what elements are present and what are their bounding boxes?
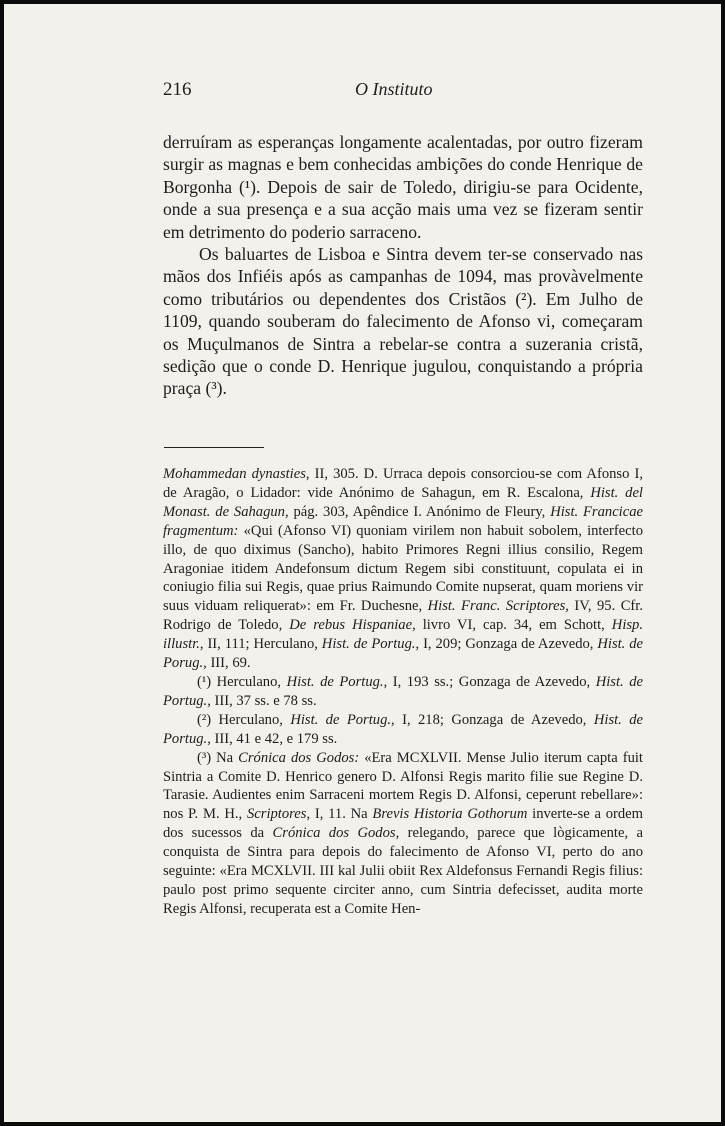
fn3-t1: (³) Na (197, 749, 239, 766)
fn2-t2: Hist. de Portug. (290, 711, 392, 728)
page-number: 216 (163, 79, 192, 100)
book-page (4, 4, 721, 1122)
fn3-t5: , I, 11. Na (306, 806, 373, 823)
fn3-t3: «Era MCXLVII. Mense Julio iterum capta fuit Sintria a Comite D. Henrico genero D. Alfonsi Regis marito filie sue Regine D. Tarasie. Audientes enim Sarraceni mortem Regis D. Alfonsi, ceperunt rebellare»: nos P. M. H., (163, 749, 643, 823)
fn1-t2: Hist. de Portug. (286, 673, 384, 690)
paragraph-1: derruíram as esperanças longamente acalentadas, por outro fizeram surgir as magnas e bem conhecidas ambições do conde Henrique de Borgonha (¹). Depois de sair de Toledo, dirigiu-se para Ocidente, onde a sua presença e a sua acção mais uma vez se fizeram sentir em detrimento do poderio sarraceno. (163, 132, 643, 242)
fn2-t4: Hist. de Portug. (163, 711, 643, 747)
footnote-separator (164, 447, 264, 448)
fn-c-t15: Hist. de Porug. (163, 636, 643, 672)
fn2-t5: , III, 41 e 42, e 179 ss. (207, 730, 338, 747)
fn2-t3: , I, 218; Gonzaga de Azevedo, (391, 711, 594, 728)
fn-c-t11: Hisp. illustr. (163, 617, 643, 653)
page-header (163, 79, 631, 103)
fn-c-t4: , pág. 303, Apêndice I. Anónimo de Fleury, (284, 503, 551, 520)
fn-c-t12: , II, 111; Herculano, (199, 636, 322, 653)
fn3-t8: Crónica dos Godos (272, 825, 396, 842)
fn3-t9: , relegando, parece que lògicamente, a conquista de Sintra para depois do falecimento de Afonso VI, perto do ano seguinte: «Era MCXLVII. III kal Julii obiit Rex Aldefonsus Fernandi Regis filius: paulo post primo sequente circiter anno, cum Sintria defecisset, audita morte Regis Alfonsi, recuperata est a Comite Hen- (163, 825, 643, 917)
fn-c-t13: Hist. de Portug. (321, 636, 416, 653)
footnote-3 (163, 749, 643, 919)
fn-c-t9: De rebus Hispaniae (289, 617, 413, 634)
fn-c-t1: Mohammedan dynasties (163, 466, 306, 482)
fn3-t7: inverte-se a ordem dos sucessos da (163, 806, 643, 842)
footnote-2 (163, 711, 643, 749)
fn1-t3: , I, 193 ss.; Gonzaga de Azevedo, (383, 673, 596, 690)
fn-c-t6: «Qui (Afonso VI) quoniam virilem non habuit sobolem, interfecto illo, de quo diximus (Sancho), habito Primores Regni illius consilio, Regem Aragoniae itidem Andefonsum dictum Regem sibi constituunt, copulata ei in coniugio filia sui Regis, quae prius Raimundo Comite nupserat, quam moriens vir suus viduam reliquerat»: em Fr. Duchesne, (163, 522, 643, 615)
footnote-continuation (163, 465, 643, 673)
fn-c-t2: , II, 305. D. Urraca depois consorciou-se com Afonso I, de Aragão, o Lidador: vide Anónimo de Sahagun, em R. Escalona, (163, 466, 643, 501)
fn-c-t5: Hist. Francicae fragmentum: (163, 503, 643, 539)
running-title: O Instituto (355, 79, 433, 99)
fn-c-t16: , III, 69. (203, 655, 251, 672)
fn-c-t14: , I, 209; Gonzaga de Azevedo, (415, 636, 598, 653)
fn3-t2: Crónica dos Godos: (238, 749, 360, 766)
fn3-t4: Scriptores (246, 806, 307, 823)
fn1-t4: Hist. de Portug. (163, 673, 643, 709)
fn-c-t7: Hist. Franc. Scriptores (427, 598, 566, 615)
footnote-1 (163, 673, 643, 711)
fn2-t1: (²) Herculano, (197, 711, 291, 728)
fn1-t1: (¹) Herculano, (197, 673, 287, 690)
paragraph-2: Os baluartes de Lisboa e Sintra devem ter-se conservado nas mãos dos Infiéis após as campanhas de 1094, mas provàvelmente como tributários ou dependentes dos Cristãos (²). Em Julho de 1109, quando souberam do falecimento de Afonso vi, começaram os Muçulmanos de Sintra a rebelar-se contra a suzerania cristã, sedição que o conde D. Henrique jugulou, conquistando a própria praça (³). (163, 244, 643, 399)
fn1-t5: , III, 37 ss. e 78 ss. (207, 692, 317, 709)
fn-c-t3: Hist. del Monast. de Sahagun (163, 484, 643, 520)
fn-c-t10: , livro VI, cap. 34, em Schott, (412, 617, 612, 634)
fn-c-t8: , IV, 95. Cfr. Rodrigo de Toledo, (163, 598, 643, 634)
main-text (163, 131, 643, 400)
fn3-t6: Brevis Historia Gothorum (372, 806, 528, 823)
footnotes (163, 465, 643, 919)
